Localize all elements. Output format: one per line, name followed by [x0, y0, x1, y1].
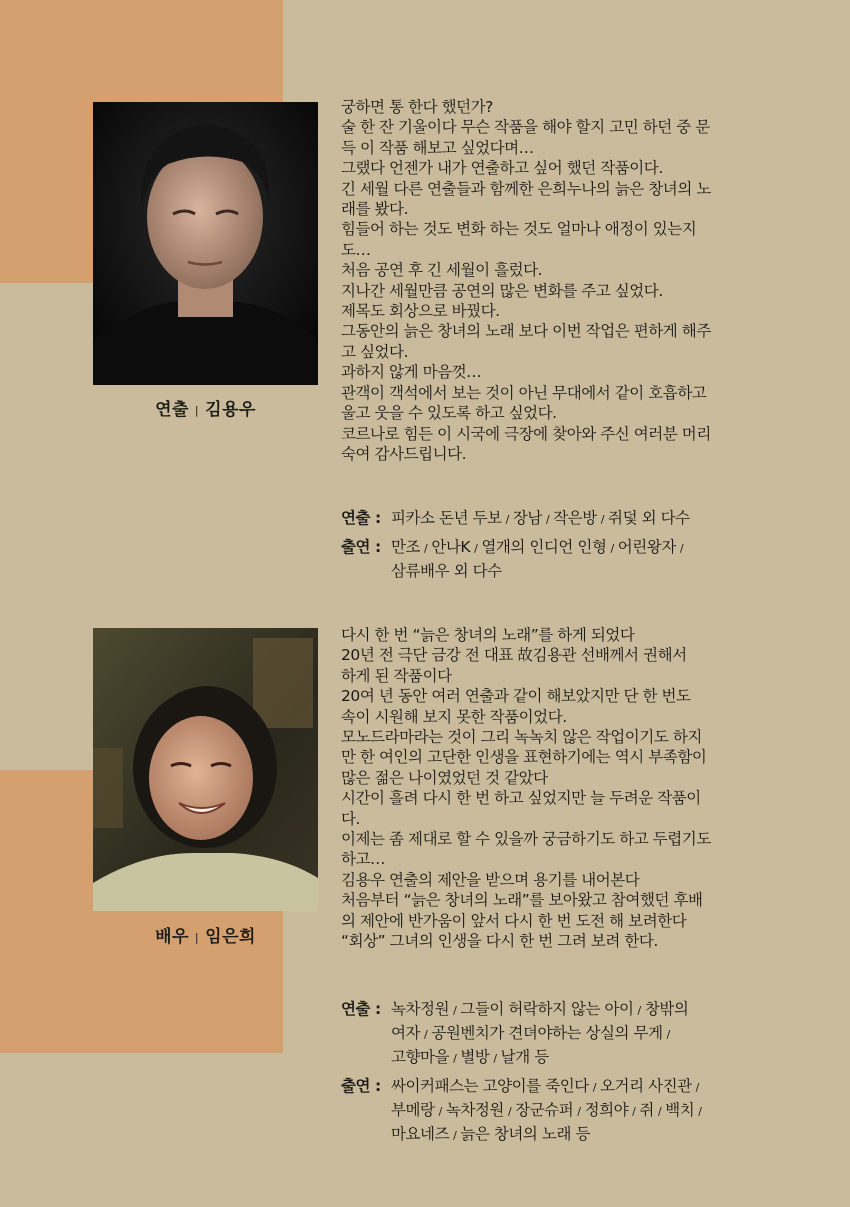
bio-line: 하게 된 작품이다: [341, 666, 452, 685]
slash-separator: /: [657, 1105, 662, 1118]
credit-work-title: 녹차정원: [391, 1000, 450, 1018]
credit-work-title: 날개 등: [500, 1048, 549, 1066]
slash-separator: /: [666, 1028, 670, 1041]
bio-line: 처음 공연 후 긴 세월이 흘렀다.: [341, 261, 543, 280]
bio-line: 그동안의 늙은 창녀의 노래 보다 이번 작업은 편하게 해주: [341, 322, 711, 341]
bio-line: 김용우 연출의 제안을 받으며 용기를 내어본다: [341, 870, 640, 889]
director-credits: [341, 507, 781, 587]
bio-line: 과하지 않게 마음껏…: [341, 363, 482, 382]
director-photo: [93, 102, 318, 385]
credit-line: [391, 1022, 781, 1046]
director-bio: [341, 97, 773, 464]
bio-line: 속이 시원해 보지 못한 작품이었다.: [341, 707, 567, 726]
bio-line: 모노드라마라는 것이 그리 녹녹치 않은 작업이기도 하지: [341, 728, 702, 747]
credit-work-title: 공원벤치가 견뎌야하는 상실의 무게: [431, 1024, 663, 1042]
bio-line: 긴 세월 다른 연출들과 함께한 은희누나의 늙은 창녀의 노: [341, 179, 711, 198]
bio-line: 궁하면 통 한다 했던가?: [341, 98, 493, 116]
bio-line: 만 한 여인의 고단한 인생을 표현하기에는 역시 부족함이: [341, 748, 707, 767]
credit-work-title: 녹차정원: [445, 1101, 504, 1119]
credit-work-title: 삼류배우 외 다수: [391, 562, 502, 580]
credit-line: [391, 560, 781, 582]
credit-work-title: 별방: [460, 1048, 490, 1066]
credit-work-title: 피카소 돈년 두보: [391, 509, 502, 527]
slash-separator: /: [453, 1052, 457, 1065]
bio-line: 하고…: [341, 850, 386, 869]
bio-line: 고 싶었다.: [341, 342, 409, 361]
bio-line: “회상” 그녀의 인생을 다시 한 번 그려 보려 한다.: [341, 932, 658, 951]
bio-line: 이제는 좀 제대로 할 수 있을까 궁금하기도 하고 두렵기도: [341, 830, 711, 849]
bio-line: 많은 젊은 나이였었던 것 같았다: [341, 768, 548, 787]
actress-photo: [93, 628, 318, 911]
slash-separator: /: [695, 1081, 699, 1094]
director-caption: [93, 395, 318, 420]
credit-work-title: 정희야: [584, 1101, 629, 1119]
credit-line: [391, 1046, 781, 1070]
slash-separator: /: [424, 1028, 428, 1041]
bio-line: 20년 전 극단 금강 전 대표 故김용관 선배께서 권해서: [341, 646, 687, 665]
bio-line: 시간이 흘려 다시 한 번 하고 싶었지만 늘 두려운 작품이: [341, 789, 701, 808]
slash-separator: /: [545, 513, 550, 526]
bio-line: 술 한 잔 기울이다 무슨 작품을 해야 할지 고민 하던 중 문: [341, 118, 710, 137]
credit-work-title: 작은방: [553, 509, 597, 527]
slash-separator: /: [453, 1129, 457, 1142]
credit-work-title: 싸이커패스는 고양이를 죽인다: [391, 1077, 589, 1095]
credit-label: 연출 :: [341, 509, 381, 527]
slash-separator: /: [632, 1105, 636, 1118]
slash-separator: /: [637, 1004, 641, 1017]
credit-line: [391, 998, 781, 1022]
bio-line: 지나간 세월만큼 공연의 많은 변화를 주고 싶었다.: [341, 281, 663, 300]
credit-work-title: 마요네즈: [391, 1125, 450, 1143]
credit-row: [341, 998, 781, 1070]
credit-work-title: 오거리 사진관: [600, 1077, 692, 1095]
bio-line: 관객이 객석에서 보는 것이 아닌 무대에서 같이 호흡하고: [341, 383, 707, 402]
credit-row: [341, 507, 781, 531]
credit-label: 출연 :: [341, 1077, 381, 1095]
slash-separator: /: [592, 1081, 597, 1094]
actress-caption: [93, 922, 318, 947]
slash-separator: /: [424, 542, 428, 555]
slash-separator: /: [698, 1105, 702, 1118]
credit-work-title: 장군슈퍼: [515, 1101, 574, 1119]
credit-work-title: 부메랑: [391, 1101, 435, 1119]
bio-line: 다시 한 번 “늙은 창녀의 노래”를 하게 되었다: [341, 626, 635, 644]
caption-divider: |: [194, 931, 200, 944]
bio-line: 다.: [341, 809, 361, 828]
slash-separator: /: [493, 1052, 497, 1065]
bio-line: 울고 웃을 수 있도록 하고 싶었다.: [341, 404, 557, 423]
slash-separator: /: [507, 1105, 512, 1118]
caption-name: 김용우: [205, 400, 256, 420]
bio-line: 숙여 감사드립니다.: [341, 444, 467, 463]
credit-work-title: 어린왕자: [617, 538, 676, 556]
slash-separator: /: [679, 542, 684, 555]
credit-works: [391, 507, 781, 531]
credit-works: [391, 536, 781, 582]
bio-line: 래를 봤다.: [341, 200, 409, 219]
credit-works: [391, 1075, 781, 1147]
credit-work-title: 늙은 창녀의 노래 등: [460, 1125, 590, 1143]
slash-separator: /: [453, 1004, 457, 1017]
credit-work-title: 안나K: [431, 538, 471, 556]
credit-works: [391, 998, 781, 1070]
credit-work-title: 고향마을: [391, 1048, 450, 1066]
credit-label: 연출 :: [341, 1000, 381, 1018]
slash-separator: /: [600, 513, 605, 526]
caption-name: 임은희: [205, 927, 256, 947]
credit-work-title: 장남: [512, 509, 542, 527]
credit-work-title: 여자: [391, 1024, 421, 1042]
bio-line: 힘들어 하는 것도 변화 하는 것도 얼마나 애정이 있는지: [341, 220, 697, 239]
credit-work-title: 백치: [665, 1101, 695, 1119]
credit-line: [391, 507, 781, 531]
bio-line: 코르나로 힘든 이 시국에 극장에 찾아와 주신 여러분 머리: [341, 424, 711, 443]
bio-line: 득 이 작품 해보고 싶었다며…: [341, 138, 534, 157]
bio-line: 의 제안에 반가움이 앞서 다시 한 번 도전 해 보려한다: [341, 911, 687, 930]
credit-line: [391, 1099, 781, 1123]
slash-separator: /: [438, 1105, 442, 1118]
slash-separator: /: [474, 542, 478, 555]
bio-line: 20여 년 동안 여러 연출과 같이 해보았지만 단 한 번도: [341, 687, 691, 706]
credit-work-title: 그들이 허락하지 않는 아이: [460, 1000, 634, 1018]
credit-work-title: 쥐덫 외 다수: [608, 509, 690, 527]
bio-line: 제목도 회상으로 바꿨다.: [341, 302, 500, 321]
credit-line: [391, 536, 781, 560]
credit-work-title: 열개의 인디언 인형: [481, 538, 607, 556]
bio-line: 도…: [341, 240, 371, 259]
bio-line: 처음부터 “늙은 창녀의 노래”를 보아왔고 참여했던 후배: [341, 891, 703, 910]
credit-label: 출연 :: [341, 538, 381, 556]
credit-line: [391, 1075, 781, 1099]
credit-work-title: 만조: [391, 538, 421, 556]
caption-role: 연출: [155, 400, 189, 420]
actress-credits: [341, 998, 781, 1152]
credit-row: [341, 536, 781, 582]
credit-line: [391, 1123, 781, 1147]
slash-separator: /: [610, 542, 614, 555]
bio-line: 그랬다 언젠가 내가 연출하고 싶어 했던 작품이다.: [341, 159, 663, 178]
slash-separator: /: [577, 1105, 581, 1118]
caption-role: 배우: [155, 927, 189, 947]
actress-bio: [341, 625, 773, 952]
credit-work-title: 창밖의: [644, 1000, 689, 1018]
credit-row: [341, 1075, 781, 1147]
caption-divider: |: [194, 404, 200, 417]
credit-work-title: 쥐: [639, 1101, 654, 1119]
slash-separator: /: [505, 513, 509, 526]
